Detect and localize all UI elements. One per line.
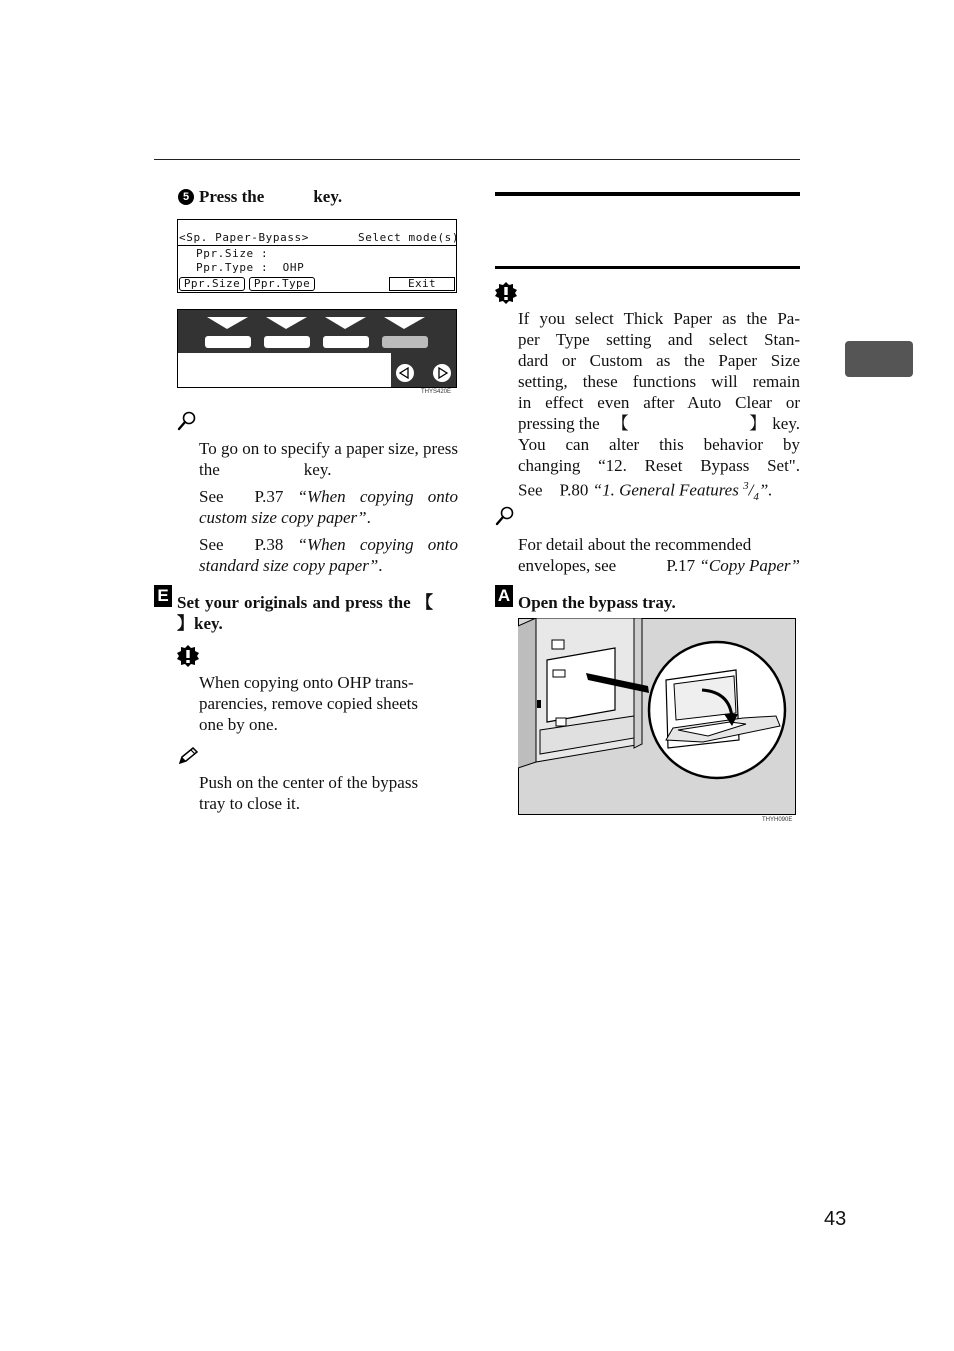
reference-magnifier-icon	[177, 411, 197, 431]
step-text-a: Press the	[199, 187, 265, 206]
exit-button[interactable]: Exit	[389, 277, 455, 291]
note-text	[199, 772, 461, 814]
imp-bracket-close: 】	[749, 414, 767, 433]
imp-line-1: If you select Thick Paper as the Pa-	[518, 309, 800, 328]
reference-text-1-main: To go on to specify a paper size, press the	[199, 439, 458, 479]
step-5-end: key.	[194, 614, 223, 633]
imp-title-end: ”.	[758, 480, 773, 500]
lcd-mode: Select mode(s)	[358, 231, 460, 244]
imp-line-9: See P.80 “1. General Features $^3/_4$”.	[518, 480, 773, 504]
section-rule-bottom	[495, 266, 800, 269]
imp-line-8: changing “12. Reset Bypass Set".	[518, 456, 800, 475]
imp-see-title: “1. General Features	[592, 480, 739, 500]
selection-key-3	[323, 336, 369, 348]
see-label-2: See	[199, 535, 224, 554]
see-title-1: “When copying onto custom size copy paper”	[199, 487, 458, 527]
important-right-text	[518, 308, 800, 508]
see-page-1: P.37	[254, 487, 284, 506]
panel-keys-svg	[178, 310, 456, 387]
ref-line-2	[518, 555, 800, 576]
lcd-size-line: Ppr.Size :	[196, 247, 269, 260]
imp-pressing-the: pressing the	[518, 414, 600, 433]
lcd-divider	[178, 245, 456, 246]
chapter-tab-marker	[845, 341, 913, 377]
step-5-main: Set your originals and press the	[177, 593, 411, 612]
reference-right-text	[518, 534, 800, 576]
left-arrow-key	[396, 364, 414, 382]
step-number-box: E	[154, 585, 172, 607]
imp-key-bracket	[612, 413, 767, 434]
note-line-2: tray to close it.	[199, 794, 301, 813]
step-1-text: Open the bypass tray.	[518, 593, 676, 612]
right-arrow-key	[433, 364, 451, 382]
selection-key-panel	[177, 309, 457, 388]
important-line-2: parencies, remove copied sheets	[199, 694, 419, 713]
step-text	[199, 186, 342, 207]
key2-arrow-icon	[266, 317, 307, 329]
see-page-2: P.38	[254, 535, 284, 554]
ppr-size-button[interactable]: Ppr.Size	[179, 277, 245, 291]
selection-key-4-highlighted	[382, 336, 428, 348]
ref-title: “Copy Paper”	[699, 556, 800, 575]
ref-page: P.17	[666, 556, 696, 575]
imp-see-label: See	[518, 480, 543, 500]
reference-text-1-end: key.	[303, 460, 332, 479]
imp-bracket-open: 【	[611, 414, 629, 433]
note-line-1: Push on the center of the bypass	[199, 773, 419, 792]
ref-envelopes: envelopes, see	[518, 556, 617, 575]
reference-see-1: See P.37 “When copying onto custom size copy paper”.	[199, 487, 458, 527]
panel-figure-tag: THYS420E	[421, 389, 452, 395]
imp-frac-den: 4	[753, 491, 759, 504]
imp-key-word: key.	[772, 414, 800, 433]
page-number: 43	[824, 1208, 847, 1230]
step-number-circle: 5	[178, 189, 194, 205]
step-text-b: key.	[313, 187, 343, 206]
important-icon	[177, 645, 199, 667]
header-rule	[154, 159, 800, 160]
imp-line-7: You can alter this behavior by	[518, 435, 800, 454]
key3-arrow-icon	[325, 317, 366, 329]
illustration-figure-tag: THYH090E	[762, 817, 793, 823]
ppr-type-button[interactable]: Ppr.Type	[249, 277, 315, 291]
imp-line-2: per Type setting and select Stan-	[518, 330, 800, 349]
see-label-1: See	[199, 487, 224, 506]
selection-key-2	[264, 336, 310, 348]
bypass-tray-illustration	[518, 618, 796, 815]
important-icon-right	[495, 282, 517, 304]
important-text	[199, 672, 461, 735]
see-title-2: “When copying onto standard size copy paper”	[199, 535, 458, 575]
imp-see-page: P.80	[559, 480, 589, 500]
lcd-title: <Sp. Paper-Bypass>	[179, 231, 310, 244]
imp-frac-num: 3	[743, 480, 749, 492]
key-bracket-close: 】	[177, 614, 194, 633]
reference-magnifier-icon-right	[495, 506, 515, 526]
important-line-1: When copying onto OHP trans-	[199, 673, 414, 692]
selection-key-1	[205, 336, 251, 348]
note-pencil-icon	[177, 746, 199, 766]
imp-line-6	[518, 413, 800, 434]
lcd-type-line: Ppr.Type : OHP	[196, 261, 305, 274]
step-5-text	[177, 592, 458, 634]
key4-arrow-icon	[384, 317, 425, 329]
key-bracket-open: 【	[415, 593, 434, 612]
imp-line-5: in effect even after Auto Clear or	[518, 393, 800, 412]
reference-text-1	[199, 438, 458, 480]
ref-line-1: For detail about the recommended	[518, 535, 752, 554]
section-rule-top	[495, 192, 800, 196]
lcd-display	[177, 219, 460, 293]
key1-arrow-icon	[207, 317, 248, 329]
step-number-box-right: A	[495, 585, 513, 607]
imp-line-3: dard or Custom as the Paper Size	[518, 351, 800, 370]
reference-see-2: See P.38 “When copying onto standard size copy paper”.	[199, 535, 458, 575]
important-line-3: one by one.	[199, 715, 278, 734]
imp-line-4: setting, these functions will remain	[518, 372, 800, 391]
